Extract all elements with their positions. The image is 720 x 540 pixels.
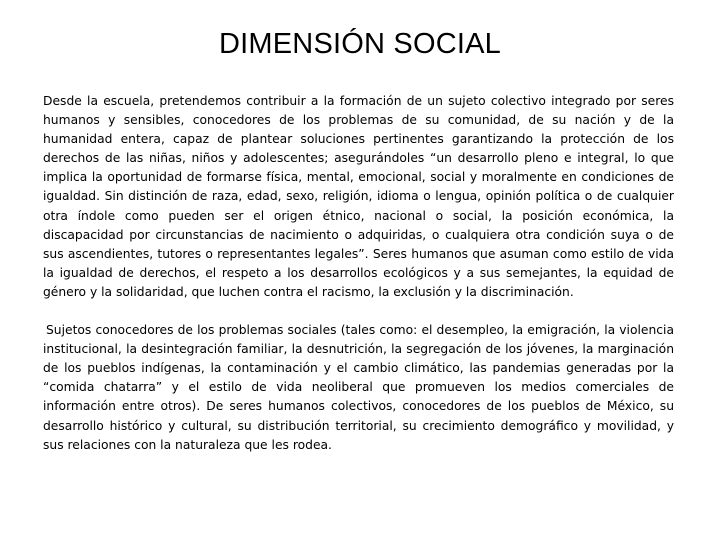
paragraph-1: Desde la escuela, pretendemos contribuir a la formación de un sujeto colectivo integrado por seres humanos y sensibles, conocedores de los problemas de su comunidad, de su nación y de la humanidad entera, capaz de plantear soluciones pertinentes garantizando la protección de los derechos de las niñas, niños y adolescentes; asegurándoles “un desarrollo pleno e integral, lo que implica la oportunidad de formarse física, mental, emocional, social y moralmente en condiciones de igualdad. Sin distinción de raza, edad, sexo, religión, idioma o lengua, opinión política o de cualquier otra índole como pueden ser el origen étnico, nacional o social, la posición económica, la discapacidad por circunstancias de nacimiento o adquiridas, o cualquiera otra condición suya o de sus ascendientes, tutores o representantes legales”. Seres humanos que asuman como estilo de vida la igualdad de derechos, el respeto a los desarrollos ecológicos y a sus semejantes, la equidad de género y la solidaridad, que luchen contra el racismo, la exclusión y la discriminación. [43, 94, 674, 299]
slide-title: DIMENSIÓN SOCIAL [219, 28, 501, 60]
slide-body [43, 92, 674, 455]
paragraph-2: Sujetos conocedores de los problemas sociales (tales como: el desempleo, la emigración, la violencia institucional, la desintegración familiar, la desnutrición, la segregación de los jóvenes, la marginación de los pueblos indígenas, la contaminación y el cambio climático, las pandemias generadas por la “comida chatarra” y el estilo de vida neoliberal que promueven los medios comerciales de información entre otros). De seres humanos colectivos, conocedores de los pueblos de México, su desarrollo histórico y cultural, su distribución territorial, su crecimiento demográfico y movilidad, y sus relaciones con la naturaleza que les rodea. [43, 323, 674, 452]
